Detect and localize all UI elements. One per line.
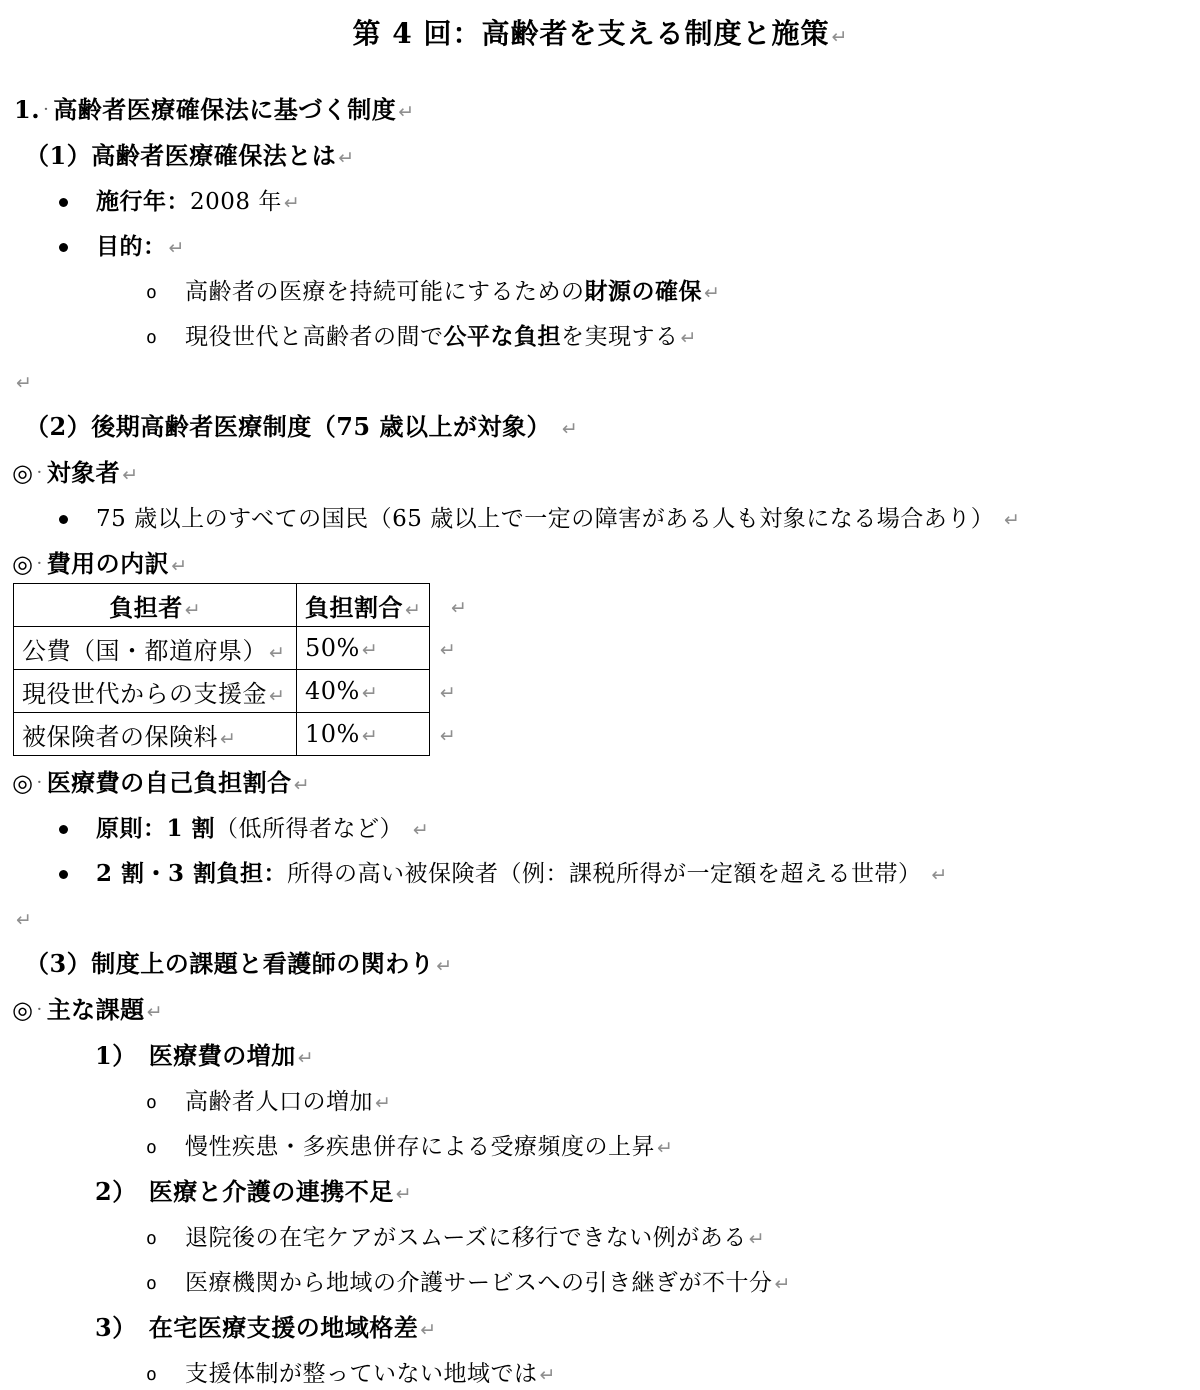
row-end-mark bbox=[429, 670, 478, 713]
bullet-item bbox=[0, 232, 1200, 263]
numbered-item bbox=[0, 1313, 1200, 1345]
section-heading bbox=[0, 95, 1200, 127]
pilcrow-mark: ↵ bbox=[680, 327, 697, 349]
pilcrow-mark: ↵ bbox=[184, 598, 201, 621]
text-run: 在宅医療支援の地域格差 bbox=[148, 1313, 419, 1342]
text-run: 医療費の自己負担割合 bbox=[46, 768, 292, 797]
pilcrow-mark: ↵ bbox=[1004, 509, 1020, 531]
text-run: 費用の内訳 bbox=[46, 549, 170, 578]
text-run: 現役世代と高齢者の間で bbox=[185, 324, 444, 350]
list-marker: ◎ bbox=[12, 458, 34, 487]
row-end-mark bbox=[429, 713, 478, 756]
pilcrow-mark: ↵ bbox=[16, 372, 32, 394]
row-end-mark bbox=[429, 627, 478, 670]
pilcrow-mark: ↵ bbox=[361, 639, 378, 661]
row-end-mark bbox=[429, 584, 478, 627]
numbered-item bbox=[0, 1041, 1200, 1073]
pilcrow-mark: ↵ bbox=[398, 101, 415, 123]
pilcrow-mark: ↵ bbox=[168, 237, 185, 259]
pilcrow-mark: ↵ bbox=[561, 418, 578, 440]
empty-paragraph bbox=[0, 904, 1200, 935]
table-row bbox=[14, 670, 479, 713]
list-marker: 1） bbox=[95, 1041, 137, 1070]
text-run: 慢性疾患・多疾患併存による受療頻度の上昇 bbox=[185, 1134, 655, 1160]
text-run: 医療と介護の連携不足 bbox=[148, 1177, 394, 1206]
cost-breakdown-table bbox=[13, 583, 1200, 756]
pilcrow-mark: ↵ bbox=[283, 192, 300, 214]
bullet-item bbox=[0, 187, 1200, 218]
pilcrow-mark: ↵ bbox=[269, 684, 285, 707]
bullet-item bbox=[0, 814, 1200, 845]
sub-bullet-icon: o bbox=[146, 327, 158, 348]
text-run: 所得の高い被保険者（例：課税所得が一定額を超える世帯） bbox=[287, 861, 930, 887]
cell-text: 現役世代からの支援金 bbox=[22, 679, 267, 708]
numbered-item bbox=[0, 1177, 1200, 1209]
table-cell bbox=[297, 627, 430, 670]
pilcrow-mark: ↵ bbox=[171, 555, 188, 577]
pilcrow-mark: ↵ bbox=[657, 1137, 673, 1159]
pilcrow-mark: ↵ bbox=[338, 147, 355, 169]
list-marker: ◎ bbox=[12, 995, 34, 1024]
sub-bullet-icon: o bbox=[146, 282, 158, 303]
text-run: （2）後期高齢者医療制度（75 歳以上が対象） bbox=[25, 412, 560, 441]
table-row bbox=[14, 713, 479, 756]
cell-text: 40% bbox=[305, 677, 360, 705]
text-run: 原則：1 割 bbox=[96, 815, 216, 842]
text-run: 高齢者人口の増加 bbox=[185, 1089, 373, 1115]
bullet-icon bbox=[59, 825, 68, 834]
pilcrow-mark: ↵ bbox=[412, 819, 429, 841]
text-run: 対象者 bbox=[46, 458, 121, 487]
pilcrow-mark: ↵ bbox=[361, 725, 378, 747]
space-dot-mark: · bbox=[36, 772, 43, 793]
text-run: 退院後の在宅ケアがスムーズに移行できない例がある bbox=[185, 1225, 747, 1251]
pilcrow-mark: ↵ bbox=[704, 282, 720, 304]
topic-heading bbox=[0, 549, 1200, 581]
pilcrow-mark: ↵ bbox=[361, 682, 378, 704]
list-marker: ◎ bbox=[12, 549, 34, 578]
pilcrow-mark: ↵ bbox=[420, 1319, 437, 1341]
topic-heading bbox=[0, 768, 1200, 800]
sub-bullet-icon: o bbox=[146, 1092, 158, 1113]
pilcrow-mark: ↵ bbox=[395, 1183, 412, 1205]
sub-bullet-item bbox=[0, 277, 1200, 308]
document-title bbox=[0, 16, 1200, 55]
pilcrow-mark: ↵ bbox=[16, 909, 32, 931]
sub-bullet-item bbox=[0, 1223, 1200, 1254]
bullet-icon bbox=[59, 243, 68, 252]
pilcrow-mark: ↵ bbox=[293, 774, 310, 796]
text-run: 2008 年 bbox=[190, 189, 282, 215]
bullet-icon bbox=[59, 870, 68, 879]
text-run: 75 歳以上のすべての国民（65 歳以上で一定の障害がある人も対象になる場合あり） bbox=[96, 506, 1003, 532]
header-text: 負担割合 bbox=[305, 592, 403, 622]
pilcrow-mark: ↵ bbox=[439, 639, 456, 661]
space-dot-mark: · bbox=[36, 553, 43, 574]
table-cell bbox=[297, 670, 430, 713]
text-run: 支援体制が整っていない地域では bbox=[185, 1361, 538, 1387]
pilcrow-mark: ↵ bbox=[146, 1001, 163, 1023]
table-cell bbox=[14, 713, 297, 756]
list-marker: 3） bbox=[95, 1313, 137, 1342]
cell-text: 被保険者の保険料 bbox=[22, 722, 218, 751]
sub-bullet-icon: o bbox=[146, 1273, 158, 1294]
sub-bullet-item bbox=[0, 322, 1200, 353]
list-marker: 2） bbox=[95, 1177, 137, 1206]
column-header bbox=[297, 584, 430, 627]
pilcrow-mark: ↵ bbox=[375, 1092, 391, 1114]
topic-heading bbox=[0, 995, 1200, 1027]
text-run: 財源の確保 bbox=[584, 278, 702, 305]
text-run: 医療費の増加 bbox=[148, 1041, 296, 1070]
sub-bullet-item bbox=[0, 1359, 1200, 1390]
text-run: 高齢者の医療を持続可能にするための bbox=[185, 279, 585, 305]
sub-bullet-item bbox=[0, 1268, 1200, 1299]
column-header bbox=[14, 584, 297, 627]
table-row bbox=[14, 627, 479, 670]
text-run: （低所得者など） bbox=[215, 816, 411, 842]
sub-bullet-item bbox=[0, 1132, 1200, 1163]
list-marker: ◎ bbox=[12, 768, 34, 797]
pilcrow-mark: ↵ bbox=[439, 725, 456, 747]
bullet-item bbox=[0, 504, 1200, 535]
text-run: 第 4 回：高齢者を支える制度と施策 bbox=[352, 17, 830, 50]
space-dot-mark: · bbox=[43, 99, 50, 120]
bullet-item bbox=[0, 859, 1200, 890]
subsection-heading bbox=[0, 949, 1200, 981]
pilcrow-mark: ↵ bbox=[297, 1047, 314, 1069]
table bbox=[13, 583, 479, 756]
sub-bullet-icon: o bbox=[146, 1137, 158, 1158]
subsection-heading bbox=[0, 141, 1200, 173]
pilcrow-mark: ↵ bbox=[539, 1364, 556, 1386]
pilcrow-mark: ↵ bbox=[122, 464, 139, 486]
sub-bullet-icon: o bbox=[146, 1364, 158, 1385]
text-run: 公平な負担 bbox=[443, 323, 561, 350]
pilcrow-mark: ↵ bbox=[931, 864, 948, 886]
pilcrow-mark: ↵ bbox=[436, 955, 453, 977]
bullet-icon bbox=[59, 198, 68, 207]
cell-text: 50% bbox=[305, 634, 360, 662]
sub-bullet-item bbox=[0, 1087, 1200, 1118]
pilcrow-mark: ↵ bbox=[774, 1273, 791, 1295]
text-run: （1）高齢者医療確保法とは bbox=[25, 141, 337, 170]
cell-text: 10% bbox=[305, 720, 360, 748]
text-run: を実現する bbox=[561, 324, 679, 350]
table-cell bbox=[14, 627, 297, 670]
text-run: 主な課題 bbox=[46, 995, 145, 1024]
empty-paragraph bbox=[0, 367, 1200, 398]
pilcrow-mark: ↵ bbox=[831, 26, 848, 48]
subsection-heading bbox=[0, 412, 1200, 444]
pilcrow-mark: ↵ bbox=[439, 682, 456, 704]
text-run: 医療機関から地域の介護サービスへの引き継ぎが不十分 bbox=[185, 1270, 773, 1296]
list-marker: 1. bbox=[14, 95, 41, 124]
text-run: 目的： bbox=[96, 233, 167, 260]
table-header-row bbox=[14, 584, 479, 627]
text-run: 高齢者医療確保法に基づく制度 bbox=[53, 95, 397, 124]
bullet-icon bbox=[59, 515, 68, 524]
pilcrow-mark: ↵ bbox=[220, 727, 236, 750]
space-dot-mark: · bbox=[36, 462, 43, 483]
space-dot-mark: · bbox=[36, 999, 43, 1020]
pilcrow-mark: ↵ bbox=[269, 641, 285, 664]
text-run: 施行年： bbox=[96, 188, 190, 215]
table-cell bbox=[14, 670, 297, 713]
table-cell bbox=[297, 713, 430, 756]
pilcrow-mark: ↵ bbox=[450, 596, 467, 619]
topic-heading bbox=[0, 458, 1200, 490]
sub-bullet-icon: o bbox=[146, 1228, 158, 1249]
text-run: 2 割・3 割負担： bbox=[96, 860, 288, 887]
pilcrow-mark: ↵ bbox=[748, 1228, 765, 1250]
pilcrow-mark: ↵ bbox=[405, 598, 421, 621]
text-run: （3）制度上の課題と看護師の関わり bbox=[25, 949, 435, 978]
cell-text: 公費（国・都道府県） bbox=[22, 636, 267, 665]
header-text: 負担者 bbox=[109, 592, 183, 622]
